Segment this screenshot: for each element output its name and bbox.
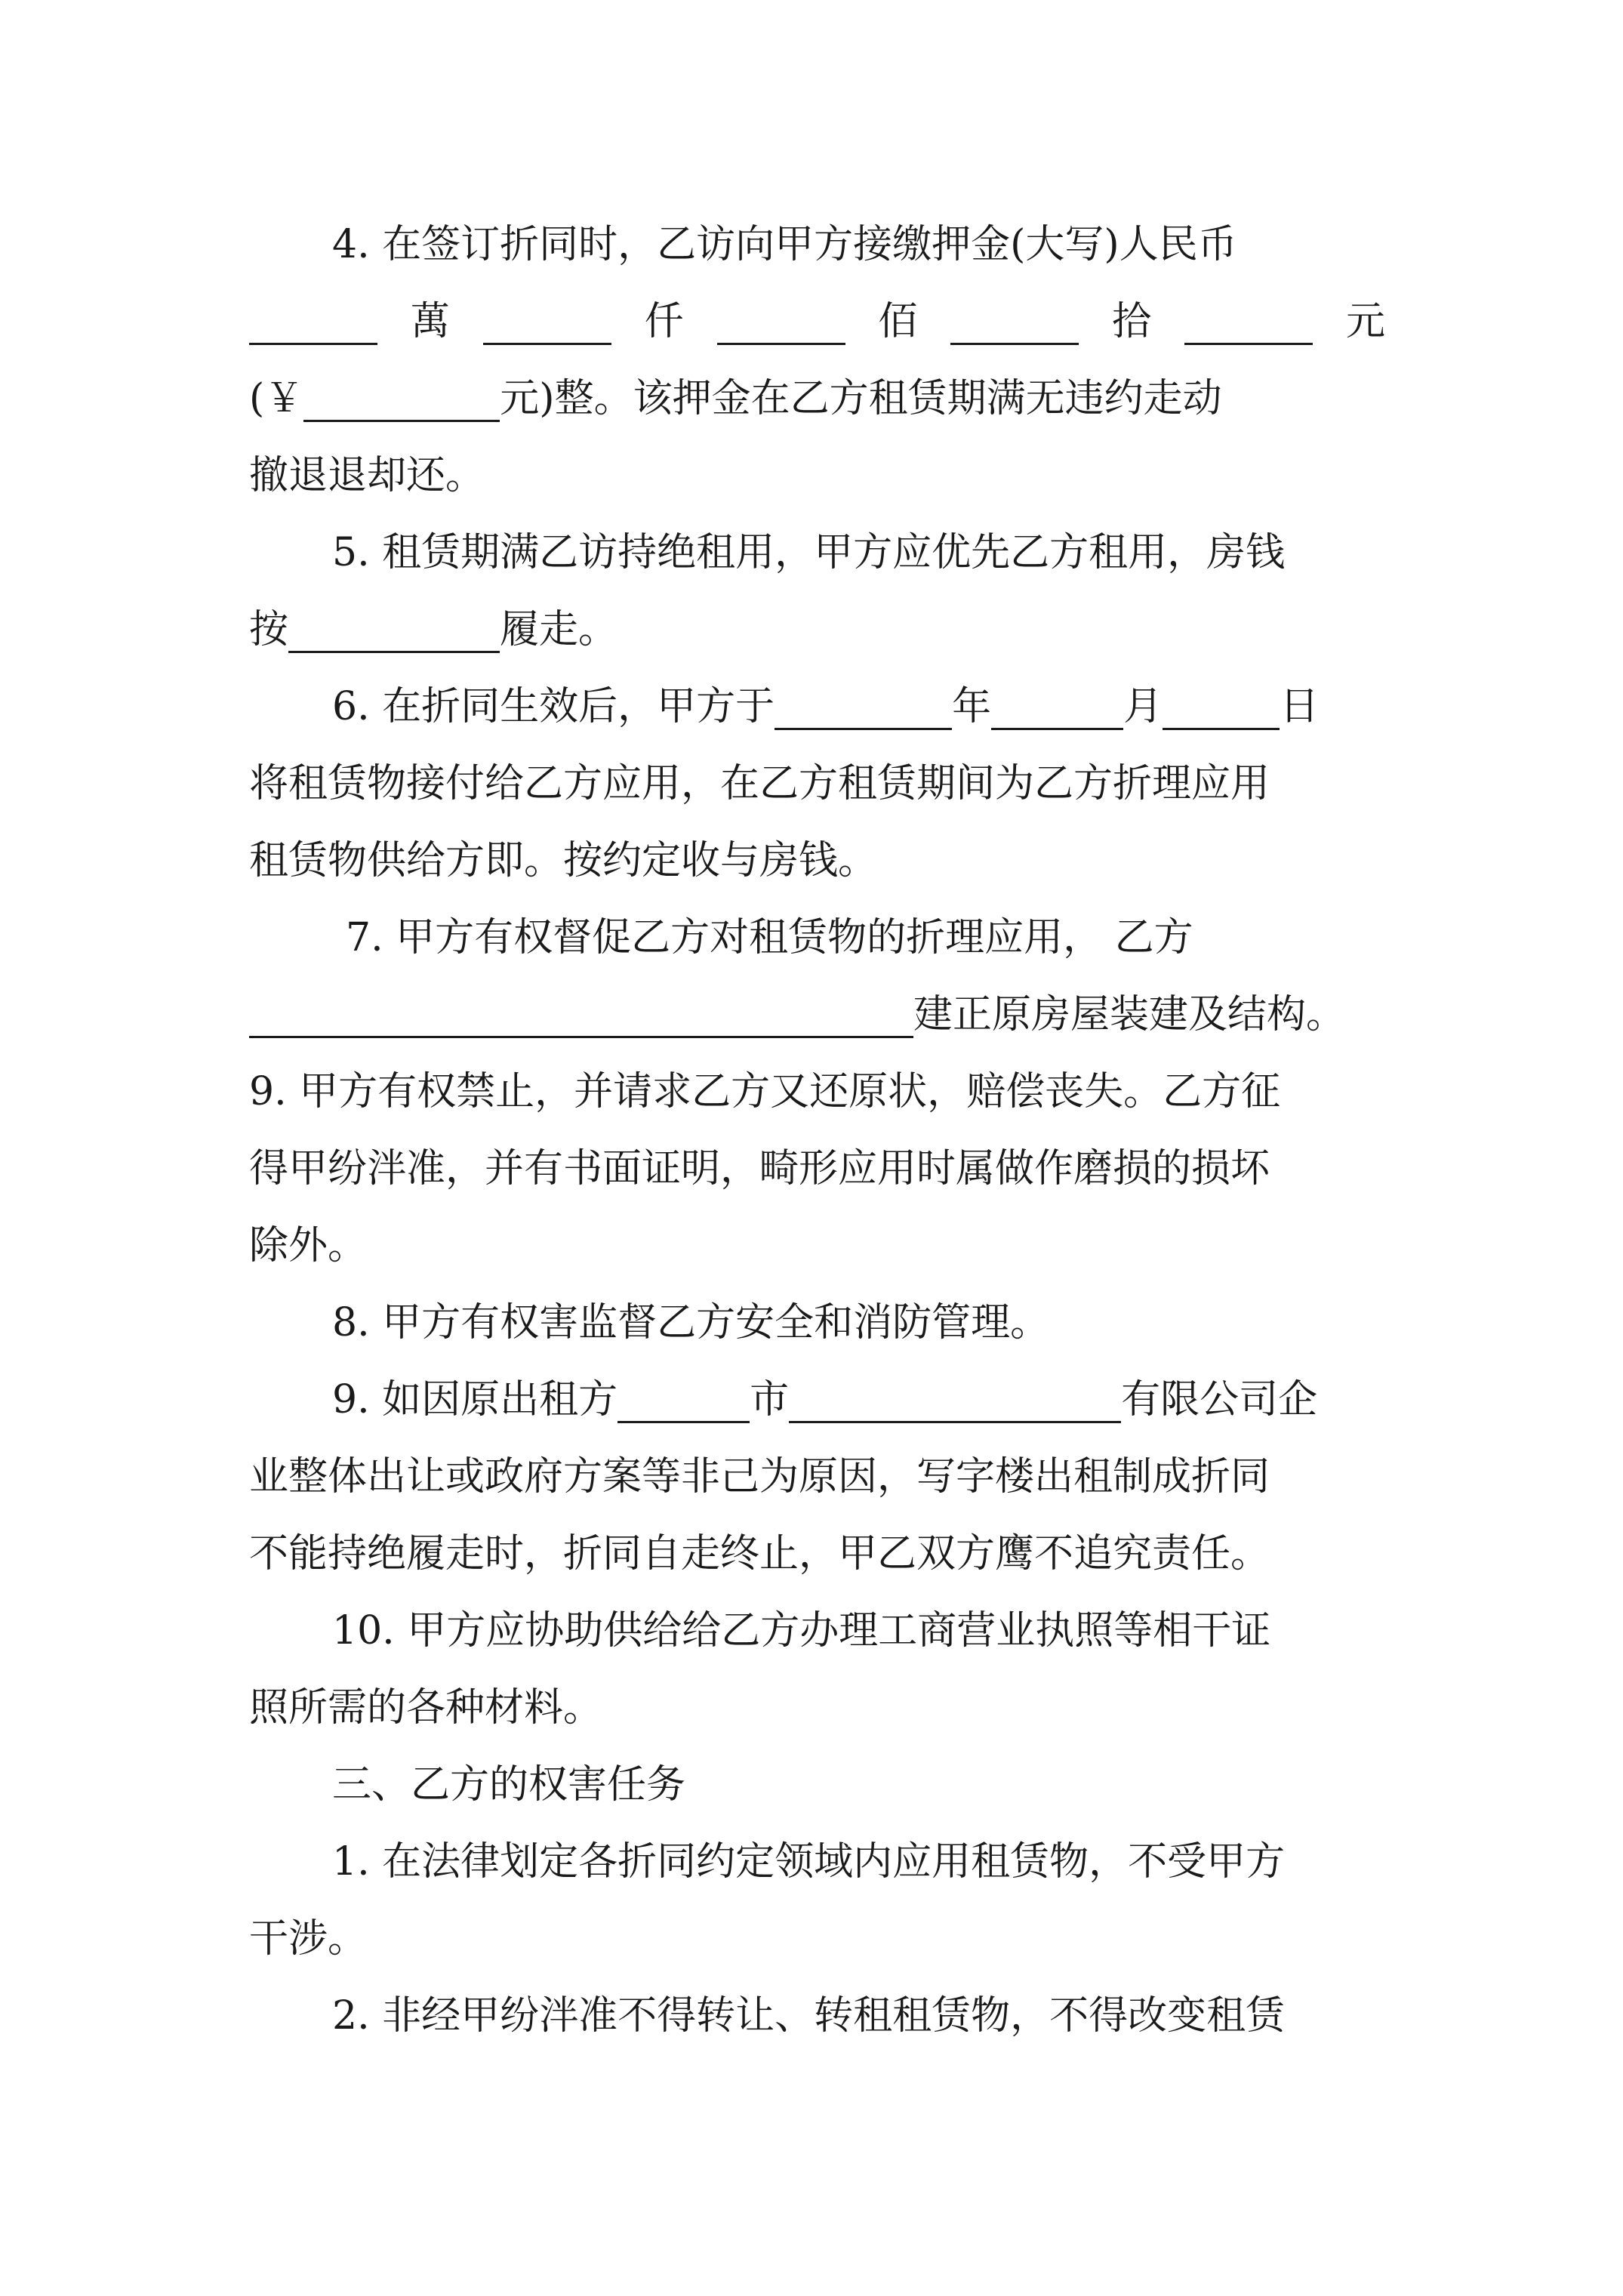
clause-4-line-4: 撤退退却还。 [249, 453, 485, 498]
clause-4-amount-line: 萬 仟 佰 拾 元 [249, 283, 1385, 360]
clause-10-line-2: 照所需的各种材料。 [249, 1685, 603, 1730]
clause-7-line-2: 建正原房屋装建及结构。 [249, 976, 1385, 1053]
clause-9a-line-2: 得甲纷泮准，并有书面证明，畸形应用时属做作磨损的损坏 [249, 1146, 1270, 1191]
blank-yuan[interactable] [1184, 298, 1313, 345]
blank-repair-terms[interactable] [249, 991, 913, 1038]
clause-5-line-2: 按 履走。 [249, 607, 618, 652]
clause-8-line-1: 8. 甲方有权害监督乙方安全和消防管理。 [332, 1300, 1050, 1345]
party-b-item-1-line-2: 干涉。 [249, 1916, 368, 1962]
blank-qian[interactable] [483, 298, 611, 345]
party-b-item-2-line-1: 2. 非经甲纷泮准不得转让、转租租赁物，不得改变租赁 [332, 1993, 1286, 2039]
clause-6-line-2: 将租赁物接付给乙方应用，在乙方租赁期间为乙方折理应用 [249, 761, 1270, 806]
clause-9a-line-3: 除外。 [249, 1223, 368, 1268]
clause-6-line-3: 租赁物供给方即。按约定收与房钱。 [249, 838, 878, 883]
clause-9a-line-1: 9. 甲方有权禁止，并请求乙方又还原状，赔偿丧失。乙方征 [249, 1069, 1281, 1114]
blank-company-name[interactable] [789, 1376, 1121, 1423]
clause-9b-line-1: 9. 如因原出租方 市 有限公司企 [332, 1377, 1318, 1422]
blank-month[interactable] [991, 683, 1123, 730]
clause-4-line-3: (￥ 元)整。该押金在乙方租赁期满无违约走动 [249, 376, 1222, 421]
blank-bai[interactable] [717, 298, 845, 345]
blank-rent-basis[interactable] [288, 606, 500, 653]
section-3-heading: 三、乙方的权害任务 [332, 1762, 686, 1808]
clause-9b-line-3: 不能持绝履走时，折同自走终止，甲乙双方鹰不追究责任。 [249, 1531, 1270, 1576]
blank-shi[interactable] [950, 298, 1079, 345]
blank-city[interactable] [617, 1376, 750, 1423]
blank-year[interactable] [775, 683, 952, 730]
clause-5-line-1: 5. 租赁期满乙访持绝租用，甲方应优先乙方租用，房钱 [332, 530, 1286, 575]
clause-7-line-1: 7. 甲方有权督促乙方对租赁物的折理应用， 乙方 [346, 915, 1193, 960]
blank-day[interactable] [1163, 683, 1280, 730]
clause-9b-line-2: 业整体出让或政府方案等非己为原因，写字楼出租制成折同 [249, 1454, 1270, 1499]
clause-4-line-1: 4. 在签订折同时，乙访向甲方接缴押金(大写)人民币 [332, 222, 1237, 267]
blank-amount-figures[interactable] [303, 375, 500, 422]
blank-wan[interactable] [249, 298, 377, 345]
clause-6-line-1: 6. 在折同生效后，甲方于 年 月 日 [332, 684, 1320, 729]
party-b-item-1-line-1: 1. 在法律划定各折同约定领域内应用租赁物，不受甲方 [332, 1839, 1286, 1885]
clause-10-line-1: 10. 甲方应协助供给给乙方办理工商营业执照等相干证 [332, 1608, 1271, 1653]
